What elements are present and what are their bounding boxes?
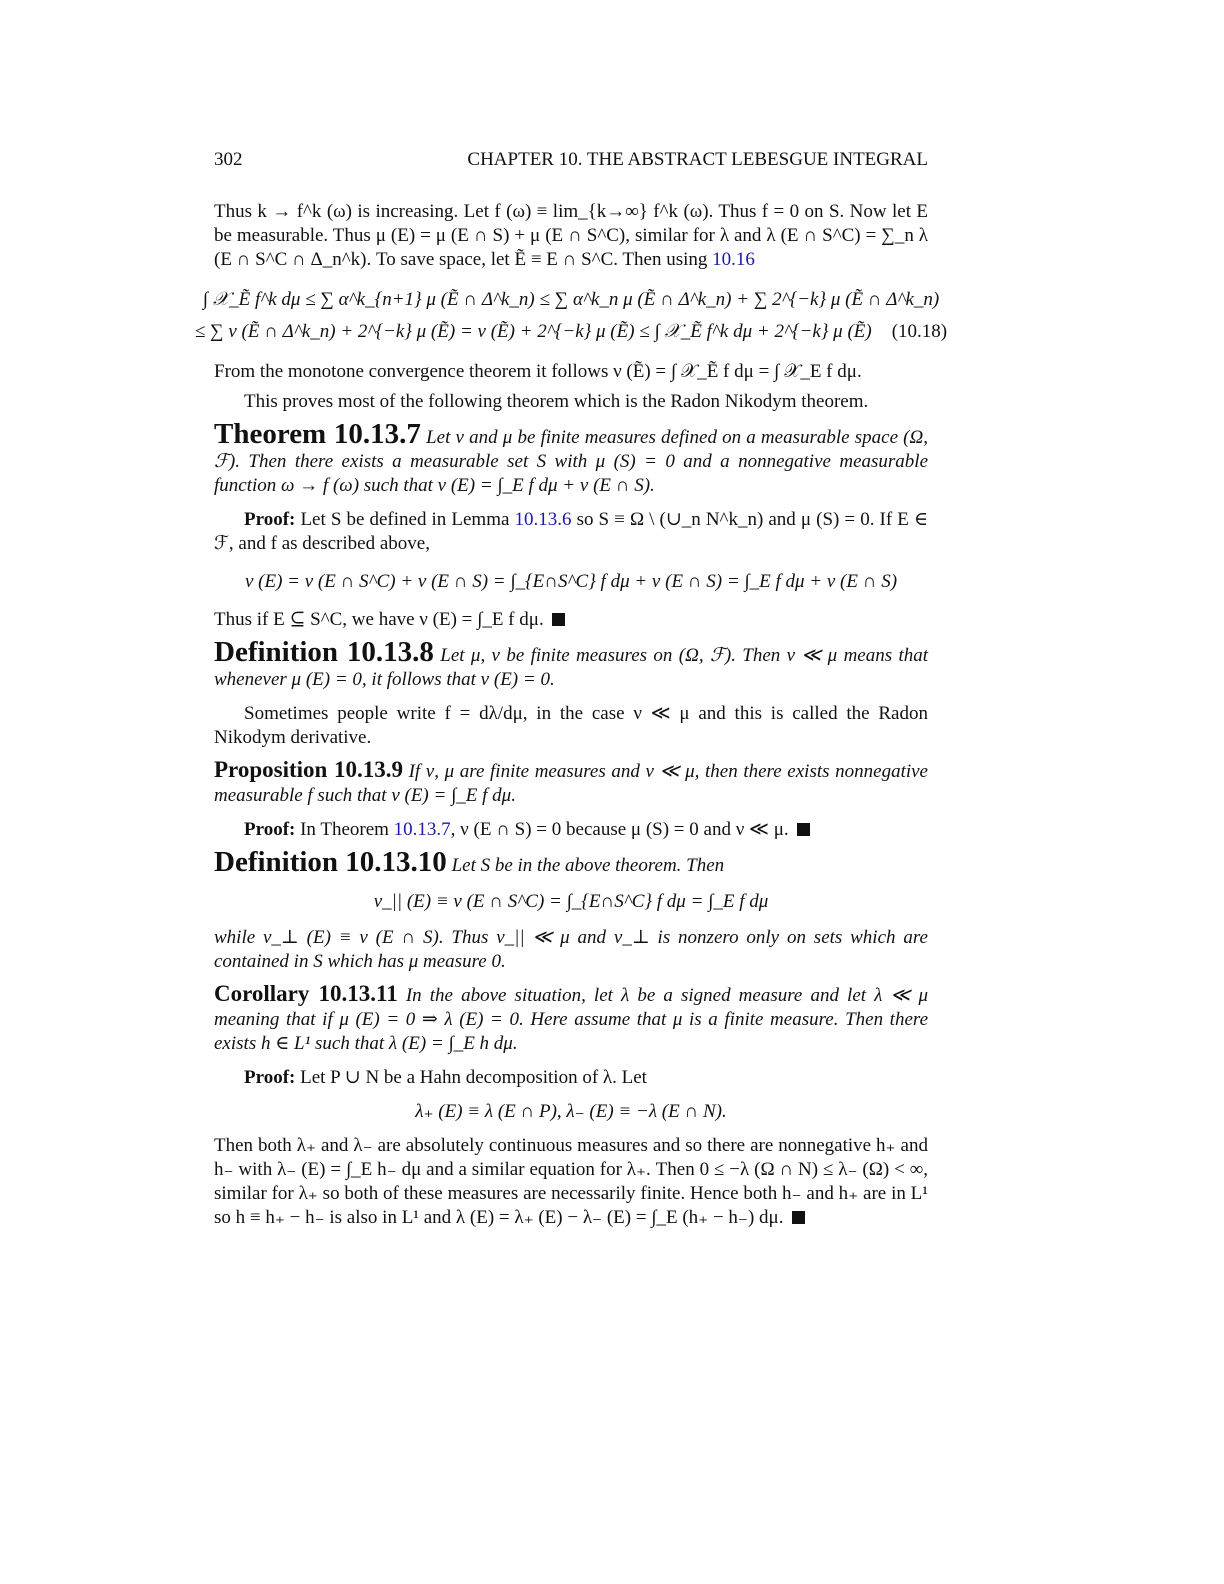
corollary-text: In the above situation, let λ be a signed measure and let λ ≪ μ meaning that if μ (E) = 0 ⇒ λ (E) = 0. Here assume that μ is a finite measure. Then there exists h ∈ L¹ such that λ (E) = ∫_E h dμ. [214,985,929,1054]
proof-2-text-a: In Theorem [300,819,389,840]
proof-2-label: Proof: [244,819,296,840]
lemma-link[interactable]: 10.13.6 [514,509,572,530]
chapter-title: CHAPTER 10. THE ABSTRACT LEBESGUE INTEGRAL [467,149,928,170]
proof-2 [214,818,928,842]
proof-1-eq-text: ν (E) = ν (E ∩ S^C) + ν (E ∩ S) = ∫_{E∩S^C} f dμ + ν (E ∩ S) = ∫_E f dμ + ν (E ∩ S) [244,571,898,592]
equation-link[interactable]: 10.16 [712,249,755,270]
proof-1-label: Proof: [244,509,296,530]
proof-1-equation [214,570,928,594]
qed-square-icon [552,613,565,626]
qed-square-icon [792,1211,805,1224]
equation-10-18-row-1 [202,288,940,312]
page [194,148,948,1236]
theorem-label: Theorem 10.13.7 [214,418,421,450]
intro-line-2: E be measurable. Thus μ (E) = μ (E ∩ S) + μ (E ∩ S^C), similar for λ and λ (E ∩ S^C) = [214,201,928,246]
qed-square-icon [797,823,810,836]
definition-1-label: Definition 10.13.8 [214,636,434,668]
proof-3-equation [214,1100,928,1124]
theorem-link[interactable]: 10.13.7 [393,819,451,840]
proof-2-text-b: , ν (E ∩ S) = 0 because μ (S) = 0 and ν ≪ μ. [450,819,789,840]
definition-2-block [214,846,928,878]
proposition-text: If ν, μ are finite measures and ν ≪ μ, then there exists nonnegative measurable f such that ν (E) = ∫_E f dμ. [214,761,928,806]
page-number: 302 [214,149,243,170]
intro-line-3: ∑_n λ (E ∩ S^C ∩ Δ_n^k). To save space, let Ẽ ≡ E ∩ S^C. Then using [214,225,929,270]
definition-2-text: Let S be in the above theorem. Then [451,855,725,876]
theorem-text: Let ν and μ be finite measures defined on a measurable space (Ω, ℱ). Then there exists a measurable set S with μ (S) = 0 and a nonnegative measurable function ω → f (ω) such that ν (E) = ∫_E f dμ + ν (E ∩ S). [214,427,928,496]
proof-1-end-text: Thus if E ⊆ S^C, we have ν (E) = ∫_E f dμ. [214,609,544,630]
equation-number: (10.18) [891,321,948,342]
corollary-block [214,982,928,1056]
proof-1 [214,508,928,556]
proposition-label: Proposition 10.13.9 [214,757,403,782]
intro-paragraph [214,200,928,272]
proposition-block [214,758,928,808]
radon-note: Sometimes people write f = dλ/dμ, in the case ν ≪ μ and this is called the Radon Nikodym derivative. [214,703,928,748]
equation-10-18-row-2 [194,320,948,344]
definition-2-label: Definition 10.13.10 [214,846,447,878]
definition-1-block [214,636,929,692]
proof-1-end [214,608,928,632]
proof-3-eq-text: λ₊ (E) ≡ λ (E ∩ P), λ₋ (E) ≡ −λ (E ∩ N). [415,1101,727,1122]
definition-1-text: Let μ, ν be finite measures on (Ω, ℱ). Then ν ≪ μ means that whenever μ (E) = 0, it follows that ν (E) = 0. [214,645,929,690]
definition-2-after: while ν_⊥ (E) ≡ ν (E ∩ S). Thus ν_|| ≪ μ and ν_⊥ is nonzero only on sets which are contained in S which has μ measure 0. [214,927,928,972]
proof-3-final-text: Then both λ₊ and λ₋ are absolutely continuous measures and so there are nonnegative h₊ and h₋ with λ₋ (E) = ∫_E h₋ dμ and a similar equation for λ₊. Then 0 ≤ −λ (Ω ∩ N) ≤ λ₋ (Ω) < ∞, similar for λ₊ so both of these measures are necessarily finite. Hence both h₋ and h₊ are in L¹ so h ≡ h₊ − h₋ is also in L¹ and λ (E) = λ₊ (E) − λ₋ (E) = ∫_E (h₊ − h₋) dμ. [214,1135,928,1228]
corollary-label: Corollary 10.13.11 [214,981,398,1006]
proof-3-final [214,1134,928,1230]
proof-3-label: Proof: [244,1067,296,1088]
proof-1-text-a: Let S be defined in Lemma [300,509,510,530]
proof-3 [214,1066,928,1090]
proof-1-text-b: so S ≡ Ω \ (∪_n N^k_n) and μ (S) = 0. If E ∈ ℱ, and f as described above, [214,509,929,554]
definition-2-equation [214,890,928,914]
intro-line-1: Thus k → f^k (ω) is increasing. Let f (ω) ≡ lim_{k→∞} f^k (ω). Thus f = 0 on S. Now let [214,201,911,222]
theorem-block [214,418,928,498]
running-header [214,148,928,172]
definition-2-eq-text: ν_|| (E) ≡ ν (E ∩ S^C) = ∫_{E∩S^C} f dμ = ∫_E f dμ [373,891,769,912]
eq-row-1-text: ∫ 𝒳_Ẽ f^k dμ ≤ ∑ α^k_{n+1} μ (Ẽ ∩ Δ^k_n) ≤ ∑ α^k_n μ (Ẽ ∩ Δ^k_n) + ∑ 2^{−k} μ (Ẽ ∩ Δ^k_n) [202,289,940,310]
eq-row-2-text: ≤ ∑ ν (Ẽ ∩ Δ^k_n) + 2^{−k} μ (Ẽ) = ν (Ẽ) + 2^{−k} μ (Ẽ) ≤ ∫ 𝒳_Ẽ f^k dμ + 2^{−k} μ (Ẽ) [194,321,872,342]
proof-3-text: Let P ∪ N be a Hahn decomposition of λ. Let [300,1067,647,1088]
after-eq-line-1: From the monotone convergence theorem it follows ν (Ẽ) = ∫ 𝒳_Ẽ f dμ = ∫ 𝒳_E f dμ. [214,361,862,382]
after-eq-line-2: This proves most of the following theorem which is the Radon Nikodym theorem. [244,391,869,412]
